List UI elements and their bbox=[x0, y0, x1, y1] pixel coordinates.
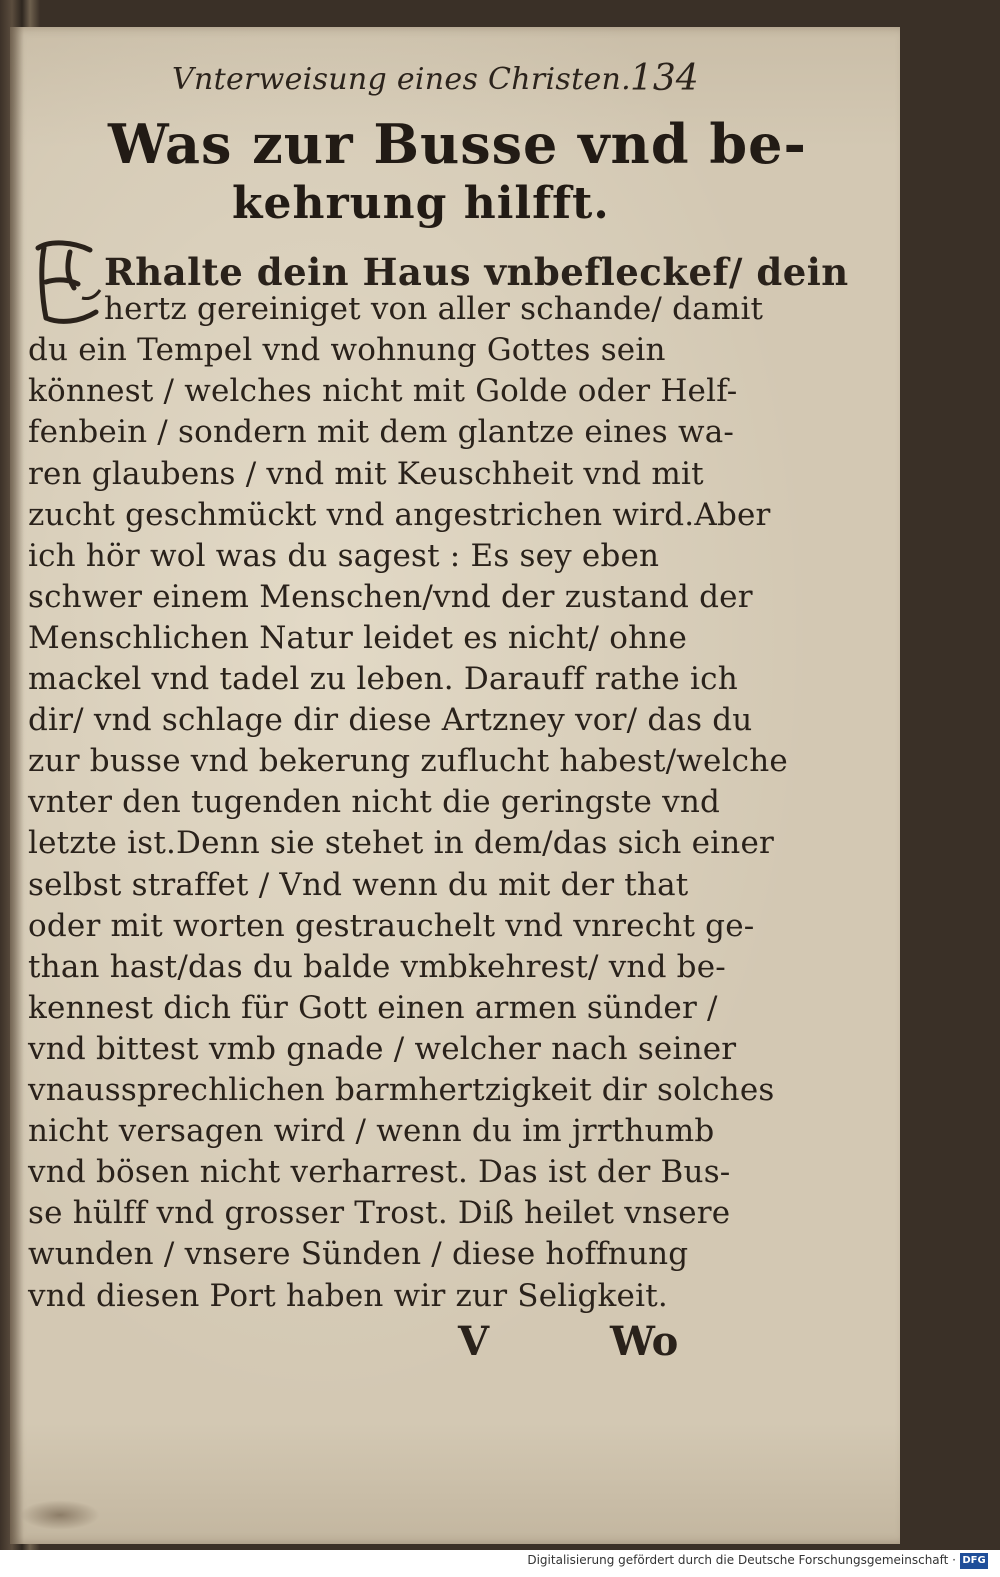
page-stain bbox=[20, 1500, 100, 1530]
footer-credit: Digitalisierung gefördert durch die Deutsche Forschungsgemeinschaft · bbox=[527, 1553, 956, 1567]
body-line: schwer einem Menschen/vnd der zustand der bbox=[28, 578, 753, 615]
chapter-title-line-1: Was zur Busse vnd be- bbox=[108, 112, 807, 176]
body-line: hertz gereiniget von aller schande/ damit bbox=[104, 291, 764, 328]
body-line: selbst straffet / Vnd wenn du mit der that bbox=[28, 866, 689, 903]
body-line: Menschlichen Natur leidet es nicht/ ohne bbox=[28, 619, 687, 656]
body-line: vnd bittest vmb gnade / welcher nach seiner bbox=[28, 1030, 737, 1067]
body-line: letzte ist.Denn sie stehet in dem/das sich einer bbox=[28, 825, 775, 862]
body-line: mackel vnd tadel zu leben. Darauff rathe ich bbox=[28, 661, 738, 697]
body-line: dir/ vnd schlage dir diese Artzney vor/ das du bbox=[28, 702, 753, 739]
catchword: Wo bbox=[610, 1318, 679, 1365]
dfg-logo: DFG bbox=[960, 1553, 988, 1569]
body-line: zucht geschmückt vnd angestrichen wird.Aber bbox=[28, 496, 771, 533]
body-line: oder mit worten gestrauchelt vnd vnrecht ge- bbox=[28, 907, 755, 944]
running-head: Vnterweisung eines Christen. bbox=[172, 62, 631, 97]
body-line: vnd diesen Port haben wir zur Seligkeit. bbox=[28, 1277, 668, 1314]
page-gutter-shadow bbox=[10, 27, 24, 1544]
body-line: ich hör wol was du sagest : Es sey eben bbox=[28, 537, 660, 574]
body-line: vnaussprechlichen barmhertzigkeit dir solches bbox=[28, 1072, 775, 1108]
body-line: ren glaubens / vnd mit Keuschheit vnd mit bbox=[28, 455, 704, 492]
body-line: zur busse vnd bekerung zuflucht habest/welche bbox=[28, 743, 788, 780]
signature-mark: V bbox=[458, 1318, 490, 1365]
body-line: than hast/das du balde vmbkehrest/ vnd be- bbox=[28, 948, 726, 985]
body-line: vnd bösen nicht verharrest. Das ist der Bus- bbox=[28, 1154, 731, 1191]
decorated-initial-letter bbox=[30, 238, 102, 326]
body-line: könnest / welches nicht mit Golde oder Helf- bbox=[28, 373, 738, 410]
body-line: vnter den tugenden nicht die geringste vnd bbox=[28, 784, 721, 821]
body-line: du ein Tempel vnd wohnung Gottes sein bbox=[28, 332, 666, 369]
page-number: 134 bbox=[630, 58, 699, 99]
body-line: wunden / vnsere Sünden / diese hoffnung bbox=[28, 1236, 689, 1273]
body-line: Rhalte dein Haus vnbefleckef/ dein bbox=[104, 250, 849, 294]
body-line: fenbein / sondern mit dem glantze eines wa- bbox=[28, 414, 735, 451]
chapter-title-line-2: kehrung hilfft. bbox=[232, 178, 610, 229]
body-line: kennest dich für Gott einen armen sünder / bbox=[28, 989, 718, 1026]
body-line: nicht versagen wird / wenn du im jrrthumb bbox=[28, 1113, 715, 1150]
body-line: se hülff vnd grosser Trost. Diß heilet vnsere bbox=[28, 1195, 731, 1232]
